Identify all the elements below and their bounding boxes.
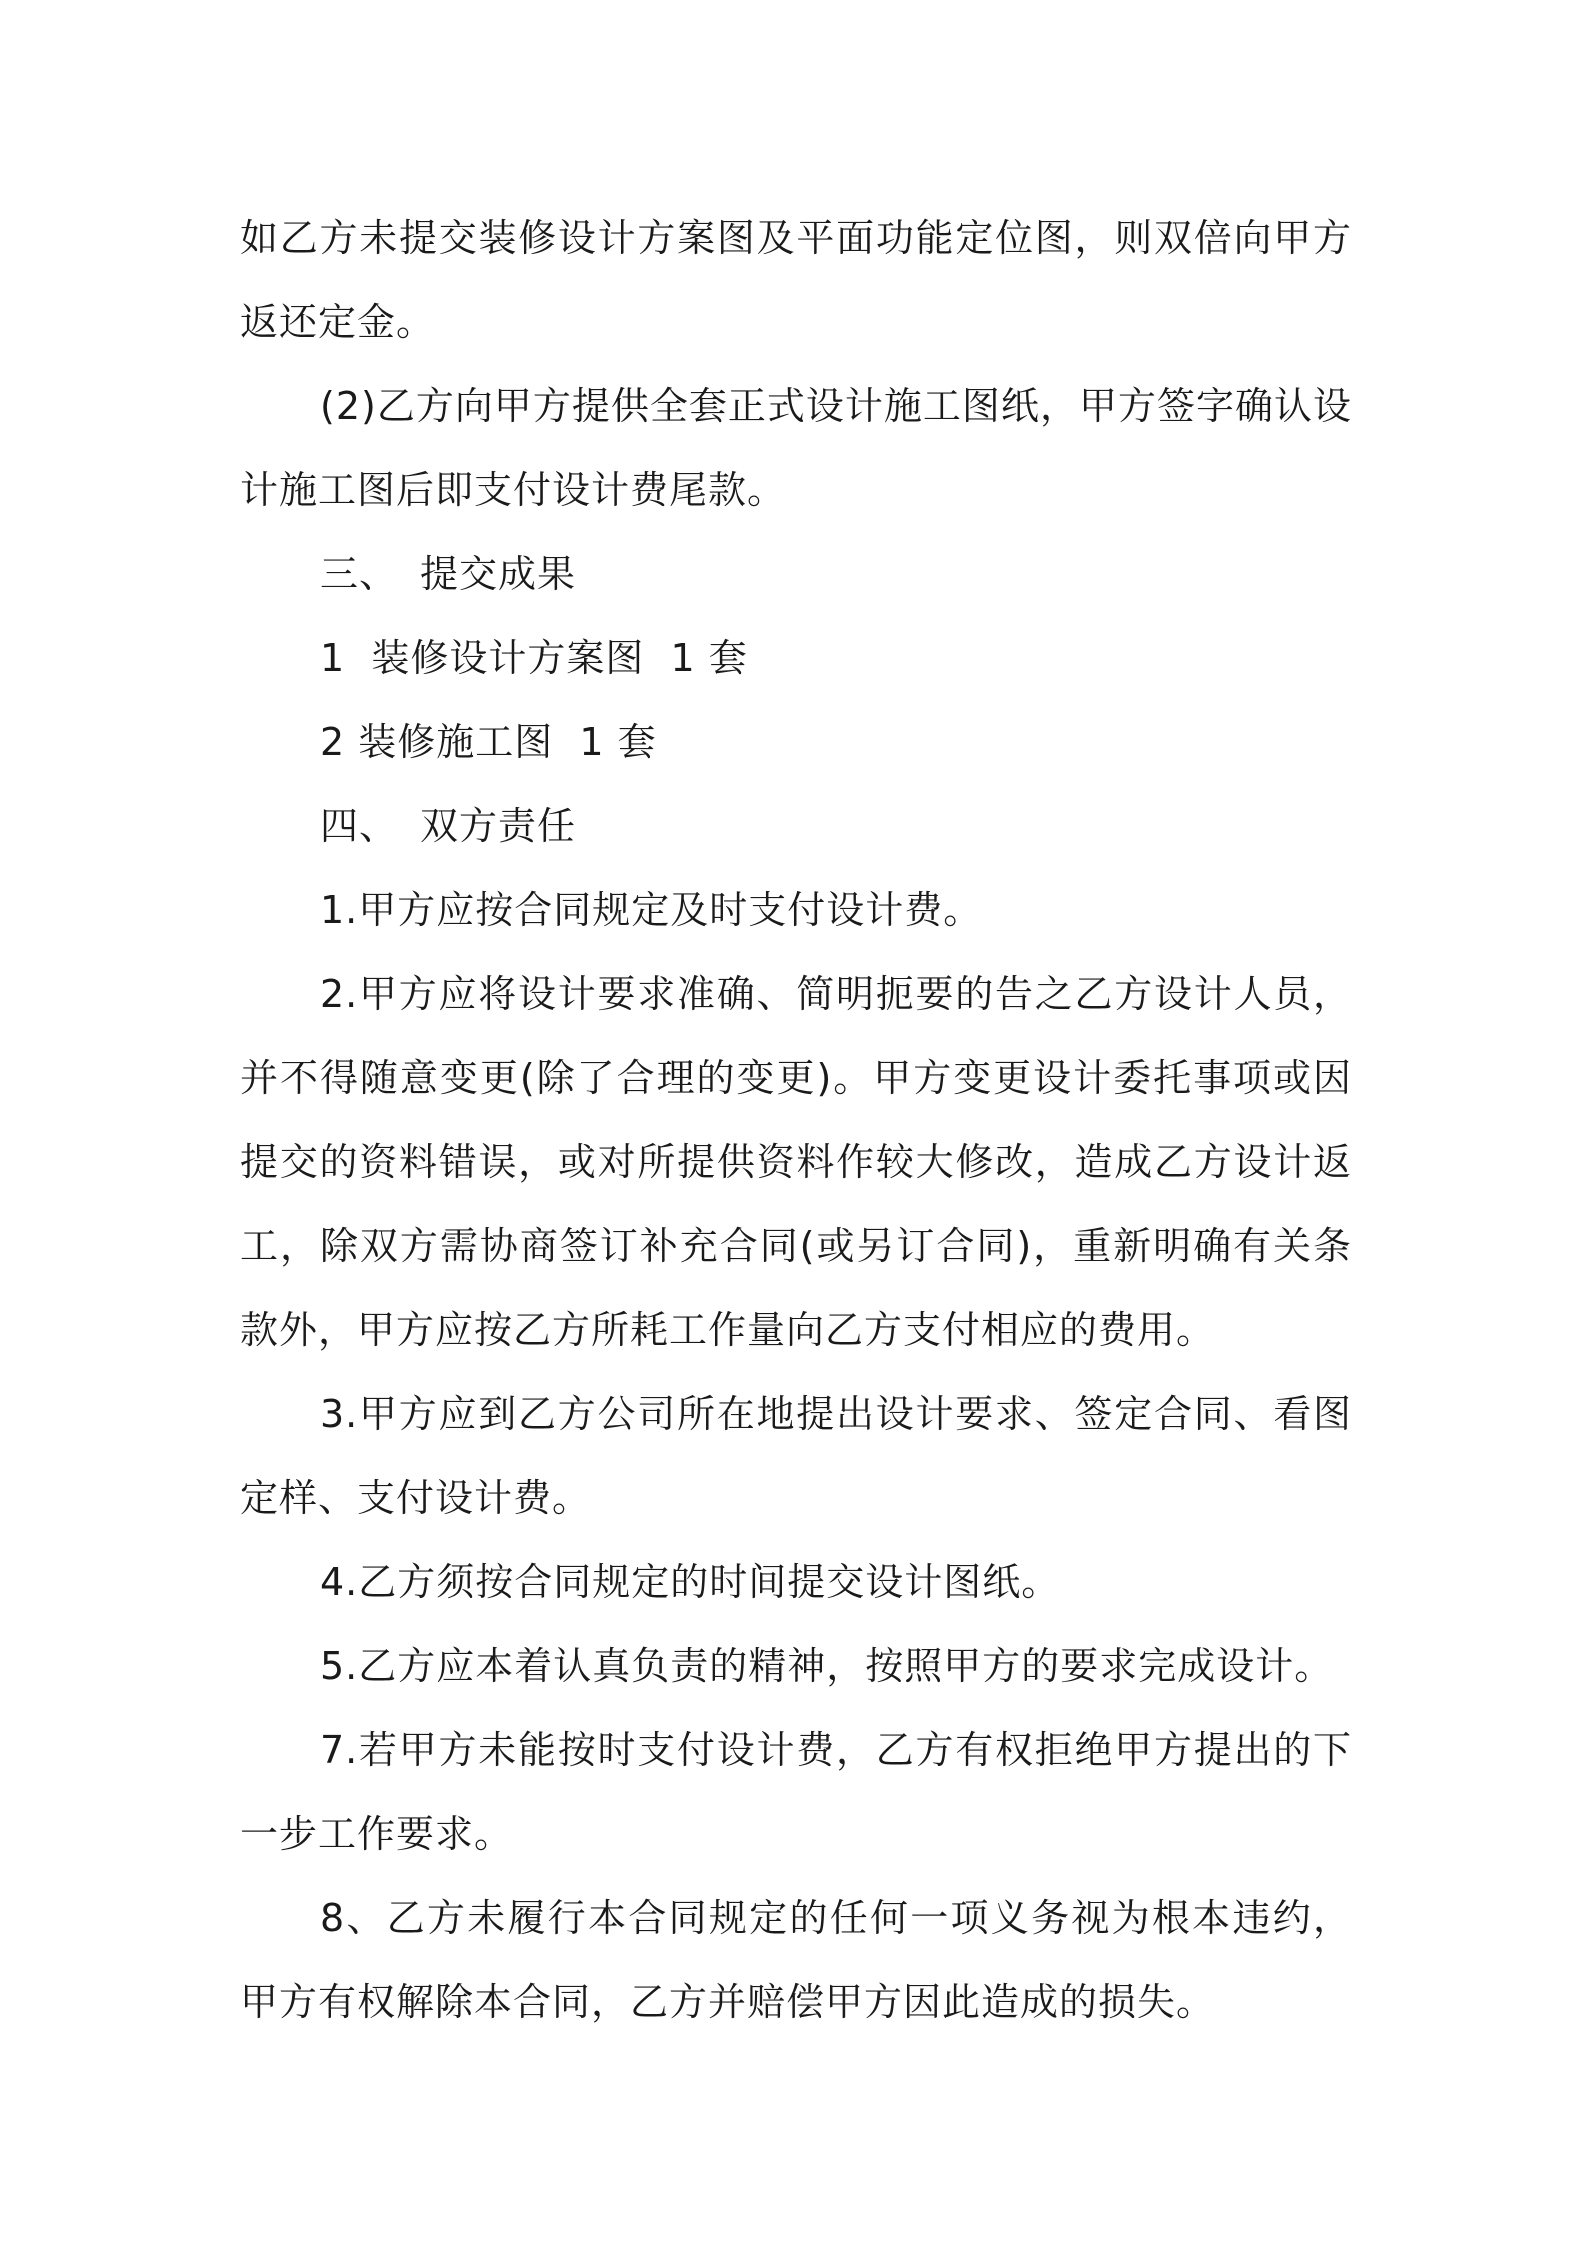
section-heading-responsibilities bbox=[240, 784, 1352, 868]
section-number: 四、 bbox=[320, 804, 399, 848]
responsibility-item-5: 5.乙方应本着认真负责的精神，按照甲方的要求完成设计。 bbox=[320, 1644, 1334, 1688]
section-number: 三、 bbox=[320, 552, 399, 596]
section-title: 提交成果 bbox=[420, 552, 577, 596]
section-heading-deliverables bbox=[240, 532, 1352, 616]
deliverable-item-1: 1 装修设计方案图 1 套 bbox=[320, 636, 748, 680]
paragraph-construction-drawings: (2)乙方向甲方提供全套正式设计施工图纸，甲方签字确认设计施工图后即支付设计费尾款。 bbox=[240, 384, 1352, 512]
responsibility-item-8: 8、乙方未履行本合同规定的任何一项义务视为根本违约，甲方有权解除本合同，乙方并赔偿甲方因此造成的损失。 bbox=[240, 1896, 1352, 2024]
responsibility-item-3: 3.甲方应到乙方公司所在地提出设计要求、签定合同、看图定样、支付设计费。 bbox=[240, 1392, 1352, 1520]
responsibility-item-4: 4.乙方须按合同规定的时间提交设计图纸。 bbox=[320, 1560, 1061, 1604]
paragraph-deposit-return: 如乙方未提交装修设计方案图及平面功能定位图，则双倍向甲方返还定金。 bbox=[240, 216, 1352, 344]
responsibility-item-2: 2.甲方应将设计要求准确、简明扼要的告之乙方设计人员，并不得随意变更(除了合理的变更)。甲方变更设计委托事项或因提交的资料错误，或对所提供资料作较大修改，造成乙方设计返工，除双方需协商签订补充合同(或另订合同)，重新明确有关条款外，甲方应按乙方所耗工作量向乙方支付相应的费用。 bbox=[240, 972, 1352, 1352]
responsibility-item-1: 1.甲方应按合同规定及时支付设计费。 bbox=[320, 888, 983, 932]
section-title: 双方责任 bbox=[420, 804, 577, 848]
responsibility-item-7: 7.若甲方未能按时支付设计费，乙方有权拒绝甲方提出的下一步工作要求。 bbox=[240, 1728, 1352, 1856]
document-body bbox=[240, 196, 1352, 2044]
deliverable-item-2: 2 装修施工图 1 套 bbox=[320, 720, 657, 764]
